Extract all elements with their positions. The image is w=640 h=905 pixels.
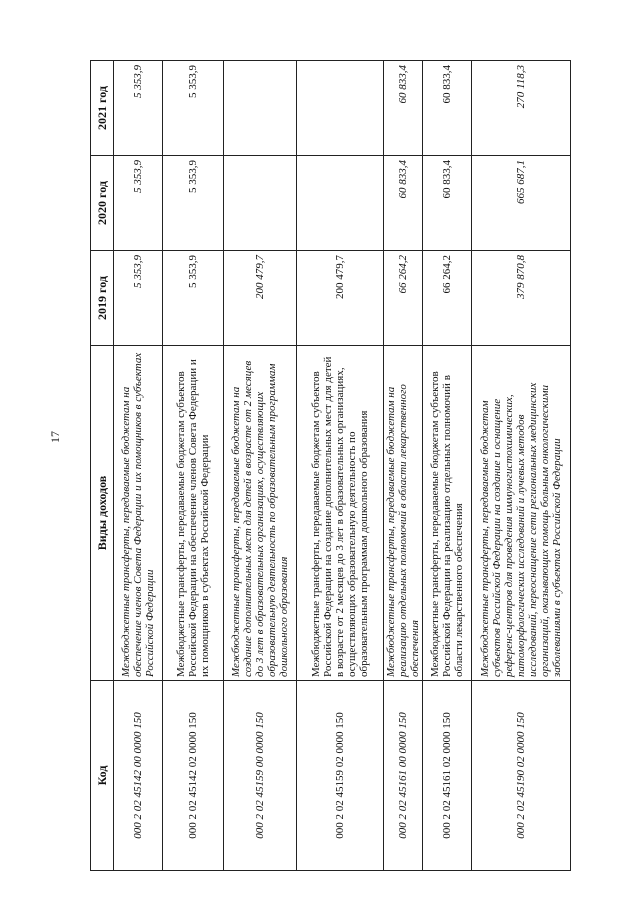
cell-2019: 66 264,2	[423, 251, 472, 346]
cell-2021: 60 833,4	[423, 61, 472, 156]
cell-2020: 60 833,4	[423, 156, 472, 251]
cell-desc: Межбюджетные трансферты, передаваемые бюджетам субъектов Российской Федерации на обеспечение членов Совета Федерации и их помощников в субъектах Российской Федерации	[163, 346, 224, 681]
cell-2019: 379 870,8	[472, 251, 571, 346]
cell-desc: Межбюджетные трансферты, передаваемые бюджетам на создание дополнительных мест для детей в возрасте от 2 месяцев до 3 лет в образовательных организациях, осуществляющих образовательную деятельность по образовательным программам дошкольного образования	[224, 346, 297, 681]
table-row	[423, 61, 472, 871]
cell-desc: Межбюджетные трансферты, передаваемые бюджетам субъектов Российской Федерации на реализацию отдельных полномочий в области лекарственного обеспечения	[423, 346, 472, 681]
cell-2019: 66 264,2	[384, 251, 423, 346]
cell-code: 000 2 02 45159 00 0000 150	[224, 681, 297, 871]
cell-desc: Межбюджетные трансферты, передаваемые бюджетам на обеспечение членов Совета Федерации и их помощников в субъектах Российской Федерации	[114, 346, 163, 681]
cell-2021: 60 833,4	[384, 61, 423, 156]
cell-2019: 200 479,7	[297, 251, 384, 346]
cell-2020: 5 353,9	[114, 156, 163, 251]
cell-2020	[297, 156, 384, 251]
rotated-table-container	[90, 61, 563, 871]
table-row	[384, 61, 423, 871]
cell-desc: Межбюджетные трансферты, передаваемые бюджетам субъектов Российской Федерации на создание дополнительных мест для детей в возрасте от 2 месяцев до 3 лет в образовательных организациях, осуществляющих образовательную деятельность по образовательным программам дошкольного образования	[297, 346, 384, 681]
cell-2019: 5 353,9	[163, 251, 224, 346]
header-desc: Виды доходов	[91, 346, 114, 681]
table-row	[297, 61, 384, 871]
cell-code: 000 2 02 45159 02 0000 150	[297, 681, 384, 871]
page-number: 17	[48, 431, 62, 443]
header-code: Код	[91, 681, 114, 871]
cell-code: 000 2 02 45142 02 0000 150	[163, 681, 224, 871]
cell-code: 000 2 02 45161 02 0000 150	[423, 681, 472, 871]
cell-2021: 270 118,3	[472, 61, 571, 156]
cell-desc: Межбюджетные трансферты, передаваемые бюджетам на реализацию отдельных полномочий в области лекарственного обеспечения	[384, 346, 423, 681]
cell-code: 000 2 02 45161 00 0000 150	[384, 681, 423, 871]
table-row	[472, 61, 571, 871]
cell-2020: 665 687,1	[472, 156, 571, 251]
cell-code: 000 2 02 45142 00 0000 150	[114, 681, 163, 871]
table-header-row	[91, 61, 114, 871]
table-row	[114, 61, 163, 871]
cell-2019: 200 479,7	[224, 251, 297, 346]
cell-2020	[224, 156, 297, 251]
cell-2020: 5 353,9	[163, 156, 224, 251]
table-row	[163, 61, 224, 871]
cell-2021: 5 353,9	[114, 61, 163, 156]
header-2021: 2021 год	[91, 61, 114, 156]
cell-2021: 5 353,9	[163, 61, 224, 156]
cell-desc: Межбюджетные трансферты, передаваемые бюджетам субъектов Российской Федерации на создание и оснащение референс-центров для проведения иммуногистохимических, патоморфологических исследований и лучевых методов исследований, переоснащение сети региональных медицинских организаций, оказывающих помощь больным онкологическими заболеваниями в субъектах Российской Федерации	[472, 346, 571, 681]
cell-code: 000 2 02 45190 02 0000 150	[472, 681, 571, 871]
cell-2019: 5 353,9	[114, 251, 163, 346]
table-row	[224, 61, 297, 871]
header-2020: 2020 год	[91, 156, 114, 251]
header-2019: 2019 год	[91, 251, 114, 346]
cell-2021	[224, 61, 297, 156]
cell-2020: 60 833,4	[384, 156, 423, 251]
revenue-table	[90, 60, 571, 871]
cell-2021	[297, 61, 384, 156]
